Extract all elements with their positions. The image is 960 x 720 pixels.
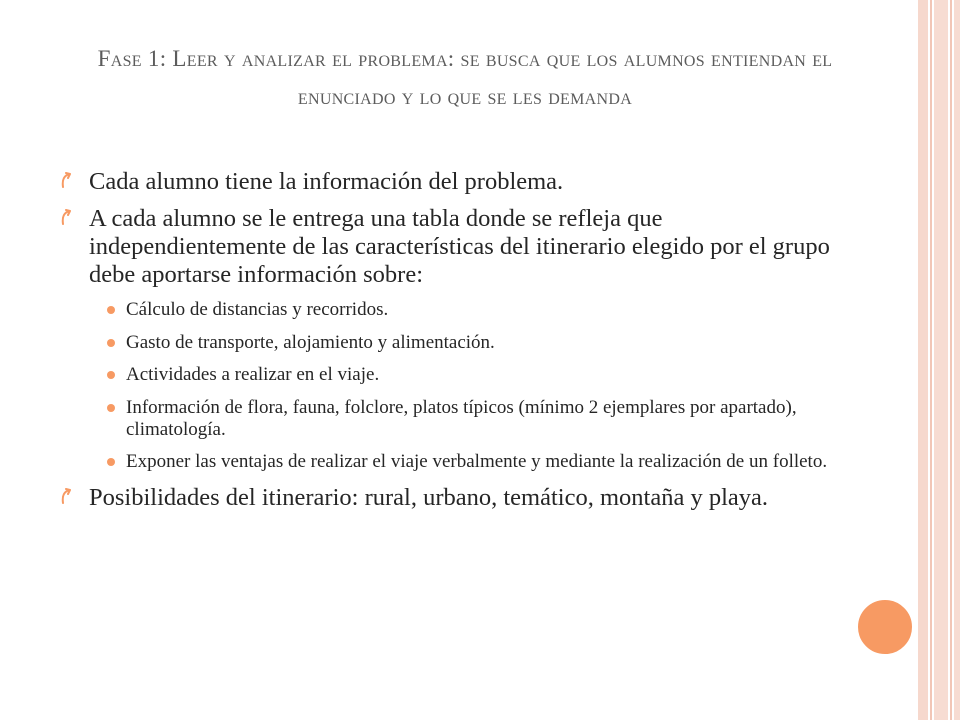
sub-bullet-text: Exponer las ventajas de realizar el viaje verbalmente y mediante la realización de un folleto. [126,451,828,472]
sub-bullet-text: Cálculo de distancias y recorridos. [126,299,389,320]
curved-arrow-bullet-icon [60,209,74,225]
bullet-text: Posibilidades del itinerario: rural, urbano, temático, montaña y playa. [89,483,769,511]
slide-body [60,168,850,521]
decorative-stripe [918,0,928,720]
sub-bullet-item [60,451,850,473]
decorative-circle [855,597,915,657]
dot-bullet-icon [107,404,115,412]
sub-bullet-item [60,299,850,321]
bullet-text: Cada alumno tiene la información del problema. [89,168,564,195]
curved-arrow-bullet-icon [60,172,74,188]
sub-bullet-item [60,364,850,386]
dot-bullet-icon [107,458,115,466]
slide-title: Fase 1: Leer y analizar el problema: se busca que los alumnos entiendan el enunciado y lo que se les demanda [97,46,833,109]
decorative-stripe [934,0,948,720]
sub-bullet-text: Actividades a realizar en el viaje. [126,364,380,385]
decorative-stripe [930,0,932,720]
decorative-stripe [954,0,960,720]
dot-bullet-icon [107,339,115,347]
bullet-item [60,205,850,289]
bullet-text: A cada alumno se le entrega una tabla donde se refleja que independientemente de las características del itinerario elegido por el grupo debe aportarse información sobre: [89,205,830,288]
sub-bullet-list [60,299,850,473]
sub-bullet-item [60,397,850,441]
sub-bullet-item [60,332,850,354]
dot-bullet-icon [107,306,115,314]
curved-arrow-bullet-icon [60,488,74,504]
bullet-item [60,168,850,196]
dot-bullet-icon [107,371,115,379]
sub-bullet-text: Información de flora, fauna, folclore, platos típicos (mínimo 2 ejemplares por apartado), climatología. [126,396,797,440]
sub-bullet-text: Gasto de transporte, alojamiento y alimentación. [126,331,495,353]
decorative-stripe [950,0,952,720]
bullet-item [60,484,850,512]
